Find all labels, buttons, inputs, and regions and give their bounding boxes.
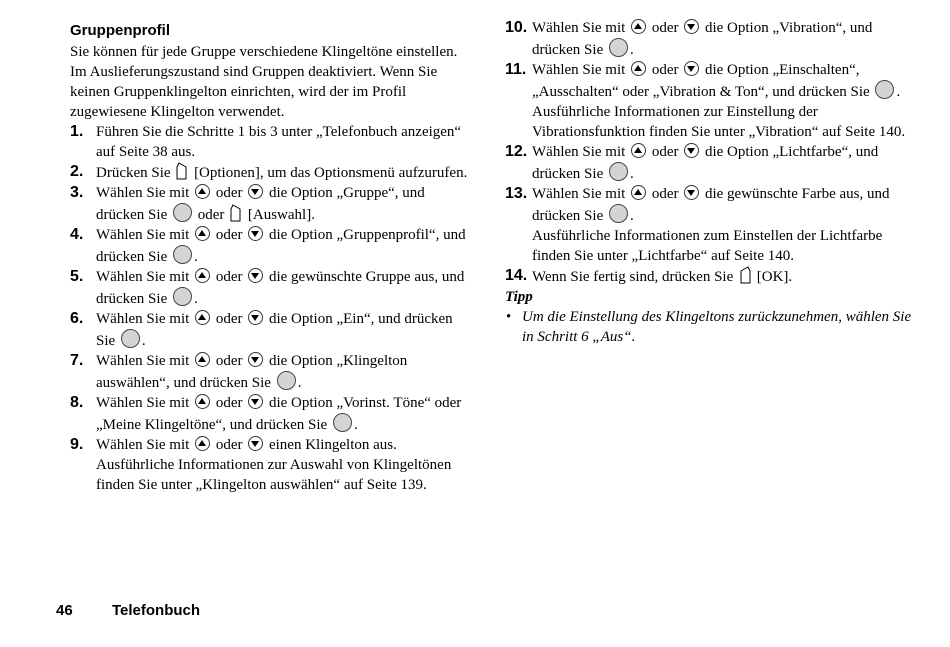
step-number: 1. xyxy=(70,123,84,140)
navigation-up-icon xyxy=(195,268,210,283)
step-text: . xyxy=(353,417,358,433)
step-text: oder xyxy=(215,227,243,243)
center-select-key-icon xyxy=(277,371,296,390)
right-column xyxy=(505,18,915,347)
step-text: Drücken Sie xyxy=(96,165,171,181)
step-4 xyxy=(70,225,470,267)
step-text: die Option „Einschalten“, „Ausschalten“ oder „Vibration & Ton“, und drücken Sie xyxy=(532,62,870,100)
step-number: 9. xyxy=(70,436,84,453)
step-1 xyxy=(70,122,470,162)
step-text: [OK]. xyxy=(756,269,793,285)
navigation-down-icon xyxy=(248,226,263,241)
center-select-key-icon xyxy=(173,203,192,222)
step-text: Wählen Sie mit xyxy=(532,186,626,202)
navigation-down-icon xyxy=(248,184,263,199)
step-note: Ausführliche Informationen zur Einstellung der Vibrationsfunktion finden Sie unter „Vibration“ auf Seite 140. xyxy=(532,104,906,140)
step-text: Wählen Sie mit xyxy=(96,395,190,411)
center-select-key-icon xyxy=(173,287,192,306)
step-11 xyxy=(505,60,915,142)
step-text: . xyxy=(193,291,198,307)
left-column xyxy=(70,18,470,495)
step-text: Wählen Sie mit xyxy=(96,185,190,201)
step-text: oder xyxy=(651,186,679,202)
navigation-up-icon xyxy=(631,185,646,200)
navigation-down-icon xyxy=(684,185,699,200)
step-text: [Optionen], um das Optionsmenü aufzurufen. xyxy=(194,165,468,181)
step-text: oder xyxy=(215,269,243,285)
step-text: Führen Sie die Schritte 1 bis 3 unter „Telefonbuch anzeigen“ auf Seite 38 aus. xyxy=(96,124,462,160)
step-text: die Option „Klingelton auswählen“, und drücken Sie xyxy=(96,353,408,391)
step-text: die Option „Gruppenprofil“, und drücken Sie xyxy=(96,227,466,265)
step-number: 3. xyxy=(70,184,84,201)
step-12 xyxy=(505,142,915,184)
navigation-down-icon xyxy=(248,436,263,451)
step-14 xyxy=(505,266,915,287)
step-number: 14. xyxy=(505,267,528,284)
tip-heading: Tipp xyxy=(505,289,533,305)
step-2 xyxy=(70,162,470,183)
navigation-up-icon xyxy=(195,352,210,367)
navigation-up-icon xyxy=(195,394,210,409)
step-text: die gewünschte Gruppe aus, und drücken Sie xyxy=(96,269,465,307)
step-text: Wählen Sie mit xyxy=(96,227,190,243)
step-number: 12. xyxy=(505,143,528,160)
step-8 xyxy=(70,393,470,435)
step-3 xyxy=(70,183,470,225)
navigation-up-icon xyxy=(195,226,210,241)
step-text: oder xyxy=(651,144,679,160)
step-text: oder xyxy=(651,62,679,78)
step-text: Wählen Sie mit xyxy=(96,437,190,453)
section-heading: Gruppenprofil xyxy=(70,22,170,39)
step-number: 11. xyxy=(505,61,527,78)
center-select-key-icon xyxy=(609,162,628,181)
step-number: 2. xyxy=(70,163,84,180)
step-text: oder xyxy=(215,395,243,411)
step-text: Wählen Sie mit xyxy=(96,311,190,327)
center-select-key-icon xyxy=(609,38,628,57)
navigation-down-icon xyxy=(684,19,699,34)
navigation-up-icon xyxy=(631,143,646,158)
step-text: . xyxy=(629,166,634,182)
center-select-key-icon xyxy=(333,413,352,432)
step-text: die Option „Vibration“, und drücken Sie xyxy=(532,20,873,58)
step-text: . xyxy=(629,42,634,58)
step-text: Wählen Sie mit xyxy=(96,269,190,285)
intro-paragraph: Im Auslieferungszustand sind Gruppen deaktiviert. Wenn Sie keinen Gruppenklingelton einrichten, wird der im Profil zugewiesene Klingelton verwendet. xyxy=(70,64,438,120)
tip-item xyxy=(505,307,915,347)
step-text: die Option „Vorinst. Töne“ oder „Meine Klingeltöne“, und drücken Sie xyxy=(96,395,462,433)
step-note: Ausführliche Informationen zur Auswahl von Klingeltönen finden Sie unter „Klingelton auswählen“ auf Seite 139. xyxy=(96,457,452,493)
step-text: [Auswahl]. xyxy=(247,207,315,223)
right-soft-key-icon xyxy=(739,266,751,284)
left-soft-key-icon xyxy=(230,204,242,222)
step-6 xyxy=(70,309,470,351)
step-9 xyxy=(70,435,470,495)
step-text: oder xyxy=(197,207,225,223)
center-select-key-icon xyxy=(173,245,192,264)
step-text: die gewünschte Farbe aus, und drücken Sie xyxy=(532,186,890,224)
page-number: 46 xyxy=(56,602,73,619)
step-text: oder xyxy=(215,437,243,453)
navigation-down-icon xyxy=(248,352,263,367)
intro-paragraph: Sie können für jede Gruppe verschiedene Klingeltöne einstellen. xyxy=(70,44,458,60)
navigation-up-icon xyxy=(195,310,210,325)
step-number: 6. xyxy=(70,310,84,327)
step-number: 8. xyxy=(70,394,84,411)
tip-text: Um die Einstellung des Klingeltons zurückzunehmen, wählen Sie in Schritt 6 „Aus“. xyxy=(522,309,912,345)
step-13 xyxy=(505,184,915,266)
step-10 xyxy=(505,18,915,60)
step-number: 4. xyxy=(70,226,84,243)
step-text: die Option „Ein“, und drücken Sie xyxy=(96,311,453,349)
left-soft-key-icon xyxy=(176,162,188,180)
step-number: 5. xyxy=(70,268,84,285)
navigation-up-icon xyxy=(631,19,646,34)
step-text: Wenn Sie fertig sind, drücken Sie xyxy=(532,269,734,285)
step-number: 7. xyxy=(70,352,84,369)
step-text: Wählen Sie mit xyxy=(96,353,190,369)
navigation-up-icon xyxy=(195,436,210,451)
bullet: • xyxy=(506,309,512,325)
page-footer xyxy=(56,602,201,619)
step-text: die Option „Gruppe“, und drücken Sie xyxy=(96,185,425,223)
step-text: Wählen Sie mit xyxy=(532,144,626,160)
step-text: Wählen Sie mit xyxy=(532,62,626,78)
step-text: . xyxy=(193,249,198,265)
center-select-key-icon xyxy=(875,80,894,99)
step-5 xyxy=(70,267,470,309)
step-text: . xyxy=(896,84,901,100)
step-text: oder xyxy=(215,353,243,369)
navigation-down-icon xyxy=(248,310,263,325)
navigation-down-icon xyxy=(684,61,699,76)
step-number: 10. xyxy=(505,19,528,36)
step-text: oder xyxy=(215,185,243,201)
section-name: Telefonbuch xyxy=(112,602,201,619)
center-select-key-icon xyxy=(121,329,140,348)
step-text: oder xyxy=(651,20,679,36)
navigation-down-icon xyxy=(248,268,263,283)
step-7 xyxy=(70,351,470,393)
step-text: die Option „Lichtfarbe“, und drücken Sie xyxy=(532,144,879,182)
step-text: . xyxy=(629,208,634,224)
navigation-down-icon xyxy=(248,394,263,409)
navigation-down-icon xyxy=(684,143,699,158)
step-text: . xyxy=(141,333,146,349)
step-text: einen Klingelton aus. xyxy=(268,437,397,453)
navigation-up-icon xyxy=(195,184,210,199)
step-text: oder xyxy=(215,311,243,327)
center-select-key-icon xyxy=(609,204,628,223)
step-text: . xyxy=(297,375,302,391)
navigation-up-icon xyxy=(631,61,646,76)
step-text: Wählen Sie mit xyxy=(532,20,626,36)
step-note: Ausführliche Informationen zum Einstellen der Lichtfarbe finden Sie unter „Lichtfarbe“ auf Seite 140. xyxy=(532,228,883,264)
step-number: 13. xyxy=(505,185,528,202)
